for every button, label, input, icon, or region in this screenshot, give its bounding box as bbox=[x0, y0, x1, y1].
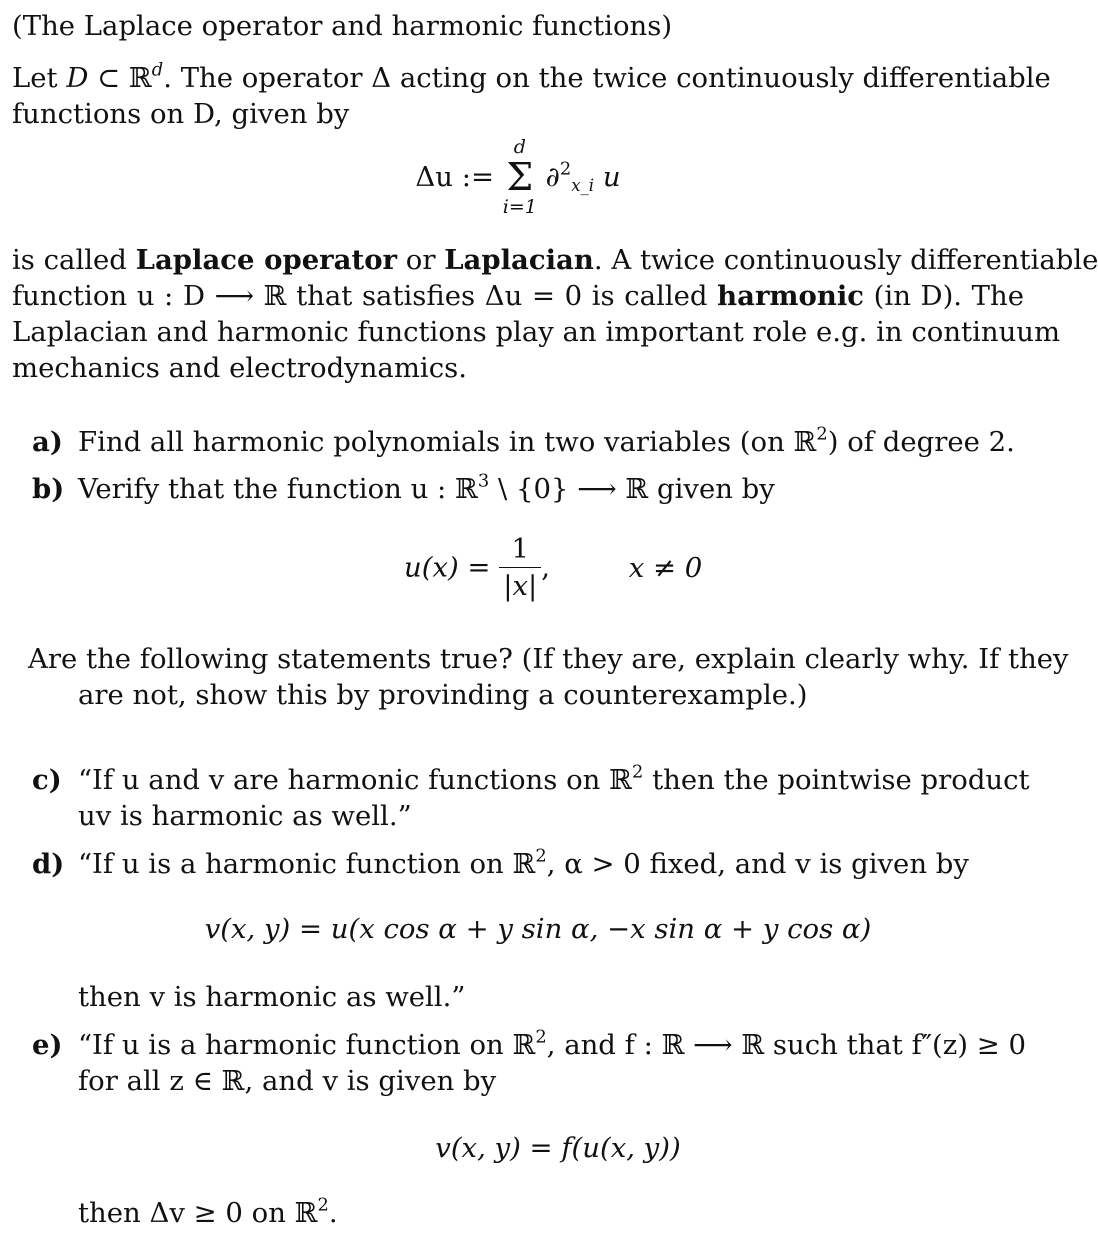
reciprocal-fraction: $\frac{1}{|x|}$ bbox=[499, 531, 541, 604]
item-a: a) Find all harmonic polynomials in two variables (on ℝ$^2$) of degree 2. bbox=[32, 423, 1015, 458]
item-e-line-1: e) “If u is a harmonic function on ℝ$^2$, and f : ℝ ⟶ ℝ such that f″(z) ≥ 0 bbox=[32, 1026, 1026, 1061]
definition-line-1: is called Laplace operator or Laplacian. A twice continuously differentiable bbox=[12, 244, 1098, 276]
item-c bbox=[12, 761, 1030, 834]
item-b-equation: u(x) = $\frac{1}{|x|}$ , x ≠ 0 bbox=[404, 533, 703, 602]
item-b-label: b) bbox=[32, 473, 65, 505]
item-e-conclusion: then Δv ≥ 0 on ℝ$^2$. bbox=[78, 1194, 338, 1229]
definition-paragraph bbox=[12, 242, 1098, 386]
question-line-2: are not, show this by provinding a counterexample.) bbox=[78, 679, 808, 711]
exercise-title: (The Laplace operator and harmonic functions) bbox=[12, 10, 673, 42]
item-c-label: c) bbox=[32, 764, 62, 796]
definition-line-3: Laplacian and harmonic functions play an important role e.g. in continuum bbox=[12, 316, 1061, 348]
item-e-equation: v(x, y) = f(u(x, y)) bbox=[435, 1132, 681, 1164]
item-e-line-2: for all z ∈ ℝ, and v is given by bbox=[78, 1065, 497, 1097]
item-d-conclusion: then v is harmonic as well.” bbox=[78, 981, 466, 1013]
intro-line-2: functions on D, given by bbox=[12, 98, 350, 130]
item-d: d) “If u is a harmonic function on ℝ$^2$, α > 0 fixed, and v is given by bbox=[32, 845, 969, 880]
laplace-lhs: Δu := bbox=[415, 161, 495, 193]
item-e bbox=[12, 1027, 1024, 1099]
question-paragraph bbox=[28, 641, 1069, 713]
intro-paragraph bbox=[12, 59, 1051, 132]
question-line-1: Are the following statements true? (If they are, explain clearly why. If they bbox=[28, 643, 1069, 675]
laplace-equation bbox=[12, 132, 1024, 222]
definition-line-2: function u : D ⟶ ℝ that satisfies Δu = 0 is called harmonic (in D). The bbox=[12, 280, 1024, 312]
summation-symbol: d Σ i=1 bbox=[502, 136, 537, 218]
item-c-line-1: c) “If u and v are harmonic functions on ℝ$^2$ then the pointwise product bbox=[32, 761, 1030, 796]
item-b: b) Verify that the function u : ℝ$^3$ \ {0} ⟶ ℝ given by bbox=[32, 470, 775, 505]
item-e-label: e) bbox=[32, 1029, 63, 1061]
item-d-label: d) bbox=[32, 848, 65, 880]
definition-line-4: mechanics and electrodynamics. bbox=[12, 352, 467, 384]
laplace-term: ∂$^2_{x\_i}$ u bbox=[545, 158, 621, 195]
item-a-label: a) bbox=[32, 426, 63, 458]
item-c-line-2: uv is harmonic as well.” bbox=[78, 800, 412, 832]
intro-line-1: Let D ⊂ ℝ$^d$. The operator Δ acting on the twice continuously differentiable bbox=[12, 59, 1051, 94]
item-d-equation: v(x, y) = u(x cos α + y sin α, −x sin α + y cos α) bbox=[204, 913, 872, 945]
